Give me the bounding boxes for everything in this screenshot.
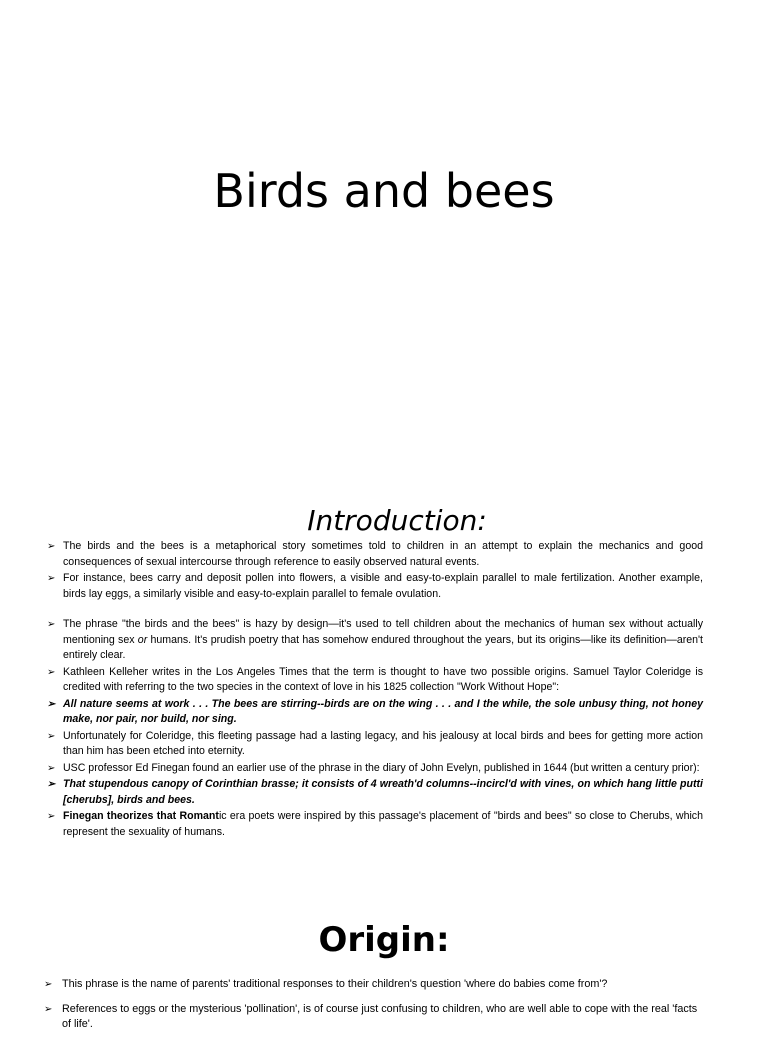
origin-bullet-list <box>44 977 704 1042</box>
list-item <box>44 977 704 992</box>
arrow-bullet-icon: ➢ <box>47 762 56 774</box>
list-item-text: For instance, bees carry and deposit pollen into flowers, a visible and easy-to-explain parallel to male fertilization. Another example, birds lay eggs, a similarly visible and easy-to-explain parallel to female ovulation. <box>63 572 703 600</box>
arrow-bullet-icon: ➢ <box>47 779 56 790</box>
list-item-text: Finegan theorizes that Romantic era poets were inspired by this passage's placement of "birds and bees" so close to Cherubs, which represent the sexuality of humans. <box>63 810 703 838</box>
list-item <box>44 1002 704 1032</box>
introduction-bullet-list <box>47 539 703 841</box>
arrow-bullet-icon: ➢ <box>47 541 56 552</box>
arrow-bullet-icon: ➢ <box>44 979 53 990</box>
list-item <box>47 539 703 570</box>
list-item <box>47 571 703 602</box>
arrow-bullet-icon: ➢ <box>47 573 56 584</box>
quote-item <box>47 697 703 728</box>
list-item-text: USC professor Ed Finegan found an earlier use of the phrase in the diary of John Evelyn, published in 1644 (but written a century prior): <box>63 761 700 774</box>
list-item <box>47 809 703 840</box>
quote-item <box>47 777 703 808</box>
arrow-bullet-icon: ➢ <box>47 619 56 630</box>
list-item-text: Kathleen Kelleher writes in the Los Angeles Times that the term is thought to have two possible origins. Samuel Taylor Coleridge is credited with referring to the two species in the context of love in his 1825 collection "Work Without Hope": <box>63 665 703 693</box>
quote-text: That stupendous canopy of Corinthian brasse; it consists of 4 wreath'd columns--incircl'd with vines, on which hang little putti [cherubs], birds and bees. <box>63 778 703 806</box>
origin-heading: Origin: <box>318 920 450 960</box>
list-item-text: References to eggs or the mysterious 'pollination', is of course just confusing to children, who are well able to cope with the real 'facts of life'. <box>62 1003 698 1030</box>
arrow-bullet-icon: ➢ <box>47 730 56 742</box>
document-title: Birds and bees <box>213 164 555 218</box>
list-item-text: Unfortunately for Coleridge, this fleeting passage had a lasting legacy, and his jealousy at local birds and bees for getting more action than him has been etched into eternity. <box>63 729 703 757</box>
arrow-bullet-icon: ➢ <box>47 698 56 710</box>
list-item-text: The phrase "the birds and the bees" is hazy by design—it's used to tell children about the mechanics of human sex without actually mentioning sex or humans. It's prudish poetry that has somehow endured throughout the years, but its origins—like its definition—aren't entirely clear. <box>63 618 703 661</box>
introduction-heading: Introduction: <box>307 504 487 537</box>
list-item <box>47 665 703 696</box>
arrow-bullet-icon: ➢ <box>47 666 56 678</box>
quote-text: All nature seems at work . . . The bees are stirring--birds are on the wing . . . and I the while, the sole unbusy thing, not honey make, nor pair, nor build, nor sing. <box>63 697 703 725</box>
list-item-text: This phrase is the name of parents' traditional responses to their children's question 'where do babies come from'? <box>62 978 608 990</box>
list-item <box>47 617 703 664</box>
list-item-text: The birds and the bees is a metaphorical story sometimes told to children in an attempt to explain the mechanics and good consequences of sexual intercourse through reference to easily observed natural events. <box>63 540 703 568</box>
list-item <box>47 761 703 777</box>
arrow-bullet-icon: ➢ <box>44 1004 53 1015</box>
list-item <box>47 729 703 760</box>
arrow-bullet-icon: ➢ <box>47 811 56 822</box>
